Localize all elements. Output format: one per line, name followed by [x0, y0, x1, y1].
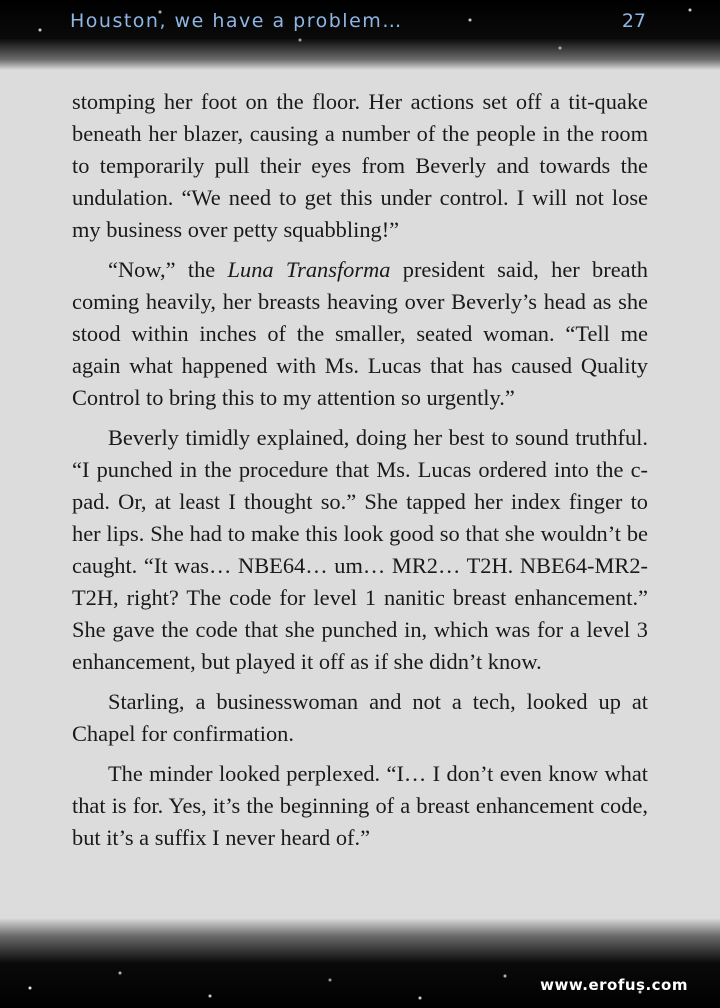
footer-band	[0, 918, 720, 1008]
paragraph-2-rest: president said, her breath coming heavily, her breasts heaving over Beverly’s head as she stood within inches of the smaller, seated woman. “Tell me again what happened with Ms. Lucas that has caused Quality Control to bring this to my attention so urgently.”	[72, 257, 648, 410]
paragraph-2	[72, 254, 648, 414]
paragraph-5: The minder looked perplexed. “I… I don’t even know what that is for. Yes, it’s the beginning of a breast enhancement code, but it’s a suffix I never heard of.”	[72, 761, 648, 850]
paragraph-2-start: “Now,” the	[108, 257, 228, 282]
body-text	[72, 86, 648, 862]
running-head: Houston, we have a problem…	[70, 10, 403, 32]
watermark: www.erofus.com	[540, 976, 688, 994]
page-number: 27	[621, 10, 646, 32]
paragraph-1: stomping her foot on the floor. Her actions set off a tit-quake beneath her blazer, causing a number of the people in the room to temporarily pull their eyes from Beverly and towards the undulation. “We need to get this under control. I will not lose my business over petty squabbling!”	[72, 89, 648, 242]
paragraph-3: Beverly timidly explained, doing her best to sound truthful. “I punched in the procedure that Ms. Lucas ordered into the c-pad. Or, at least I thought so.” She tapped her index finger to her lips. She had to make this look good so that she wouldn’t be caught. “It was… NBE64… um… MR2… T2H. NBE64-MR2-T2H, right? The code for level 1 nanitic breast enhancement.” She gave the code that she punched in, which was for a level 3 enhancement, but played it off as if she didn’t know.	[72, 425, 648, 674]
company-name: Luna Transforma	[227, 257, 391, 282]
paragraph-4: Starling, a businesswoman and not a tech, looked up at Chapel for confirmation.	[72, 689, 648, 746]
header-band	[0, 0, 720, 70]
